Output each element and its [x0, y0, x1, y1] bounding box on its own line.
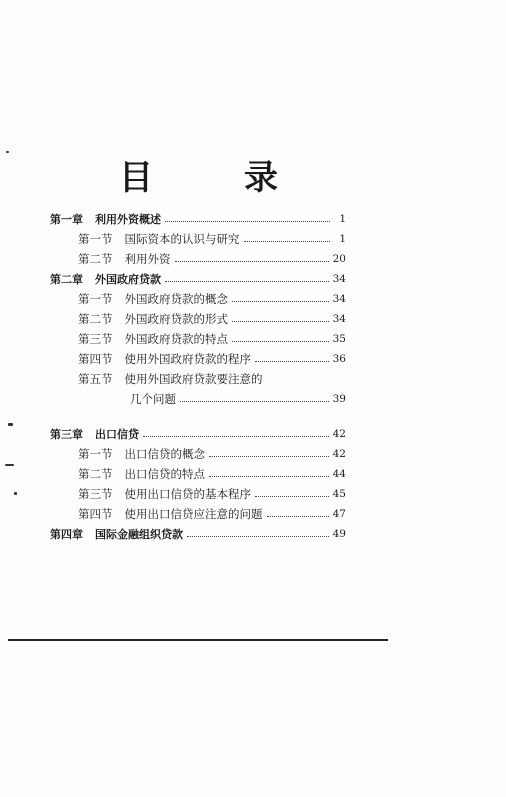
entry-number: 第二章 — [50, 273, 83, 286]
entry-number: 第三章 — [50, 428, 83, 441]
entry-title: 使用外国政府贷款的程序 — [124, 352, 251, 366]
leader-dots — [232, 333, 329, 342]
entry-page: 45 — [332, 488, 346, 500]
toc-entry[interactable] — [78, 444, 346, 464]
entry-page: 34 — [332, 293, 346, 305]
entry-title: 国际资本的认识与研究 — [124, 232, 240, 246]
leader-dots — [209, 468, 329, 477]
entry-number: 第二节 — [78, 467, 113, 481]
toc-entry[interactable] — [78, 249, 346, 269]
entry-number: 第四章 — [50, 528, 83, 541]
entry-title: 外国政府贷款 — [95, 273, 161, 286]
entry-page: 42 — [332, 448, 346, 460]
leader-dots — [255, 488, 329, 497]
entry-number: 第二节 — [78, 312, 113, 326]
leader-dots — [209, 448, 329, 457]
entry-number: 第二节 — [78, 252, 113, 266]
leader-dots — [180, 393, 329, 402]
entry-title: 使用外国政府贷款要注意的 — [124, 372, 263, 386]
entry-title: 利用外资 — [124, 252, 171, 266]
entry-title: 出口信贷的概念 — [124, 447, 205, 461]
entry-number: 第一章 — [50, 213, 83, 226]
entry-number: 第一节 — [78, 292, 113, 306]
entry-title: 出口信贷的特点 — [124, 467, 205, 481]
entry-page: 1 — [339, 213, 346, 225]
horizontal-rule — [8, 639, 388, 641]
entry-title: 外国政府贷款的概念 — [124, 292, 228, 306]
scan-speck — [6, 151, 9, 153]
leader-dots — [232, 293, 329, 302]
toc-entry[interactable] — [78, 309, 346, 329]
entry-title: 国际金融组织贷款 — [95, 528, 183, 541]
entry-title: 几个问题 — [130, 392, 176, 406]
entry-title: 外国政府贷款的特点 — [124, 332, 228, 346]
entry-number: 第五节 — [78, 372, 113, 386]
entry-page: 42 — [332, 428, 346, 440]
scan-speck — [8, 423, 13, 426]
leader-dots — [143, 428, 329, 437]
entry-page: 35 — [332, 333, 346, 345]
entry-title: 出口信贷 — [95, 428, 139, 441]
entry-page: 39 — [332, 393, 346, 405]
entry-title: 利用外资概述 — [95, 213, 161, 226]
toc-heading-char-1: 目 — [119, 158, 153, 198]
toc-entry[interactable] — [50, 424, 346, 444]
toc-entry[interactable] — [50, 269, 346, 289]
entry-number: 第一节 — [78, 232, 113, 246]
entry-title: 使用出口信贷应注意的问题 — [124, 507, 263, 521]
leader-dots — [244, 233, 331, 242]
toc-entry[interactable] — [78, 504, 346, 524]
scan-speck — [14, 492, 17, 495]
entry-page: 20 — [332, 253, 346, 265]
leader-dots — [165, 213, 330, 222]
leader-dots — [255, 353, 329, 362]
entry-page: 34 — [332, 273, 346, 285]
toc-entry[interactable] — [50, 524, 346, 544]
toc-entry[interactable] — [78, 349, 346, 369]
toc-entry[interactable] — [78, 289, 346, 309]
entry-number: 第三节 — [78, 332, 113, 346]
entry-page: 1 — [339, 233, 346, 245]
toc-entry[interactable] — [78, 329, 346, 349]
entry-page: 49 — [332, 528, 346, 540]
entry-title: 使用出口信贷的基本程序 — [124, 487, 251, 501]
entry-page: 36 — [332, 353, 346, 365]
entry-number: 第四节 — [78, 352, 113, 366]
entry-number: 第三节 — [78, 487, 113, 501]
toc-entry[interactable] — [78, 369, 346, 389]
entry-title: 外国政府贷款的形式 — [124, 312, 228, 326]
toc-heading-char-2: 录 — [244, 158, 278, 198]
entry-page: 47 — [332, 508, 346, 520]
entry-number: 第四节 — [78, 507, 113, 521]
leader-dots — [165, 273, 329, 282]
leader-dots — [175, 253, 329, 262]
toc-entry[interactable] — [78, 484, 346, 504]
entry-page: 34 — [332, 313, 346, 325]
toc-entry[interactable] — [50, 209, 346, 229]
toc-entry[interactable] — [78, 229, 346, 249]
leader-dots — [267, 508, 329, 517]
scan-speck — [5, 464, 14, 466]
toc-entry-continued[interactable] — [130, 389, 346, 409]
leader-dots — [232, 313, 329, 322]
toc-entry[interactable] — [78, 464, 346, 484]
leader-dots — [187, 528, 329, 537]
entry-number: 第一节 — [78, 447, 113, 461]
entry-page: 44 — [332, 468, 346, 480]
